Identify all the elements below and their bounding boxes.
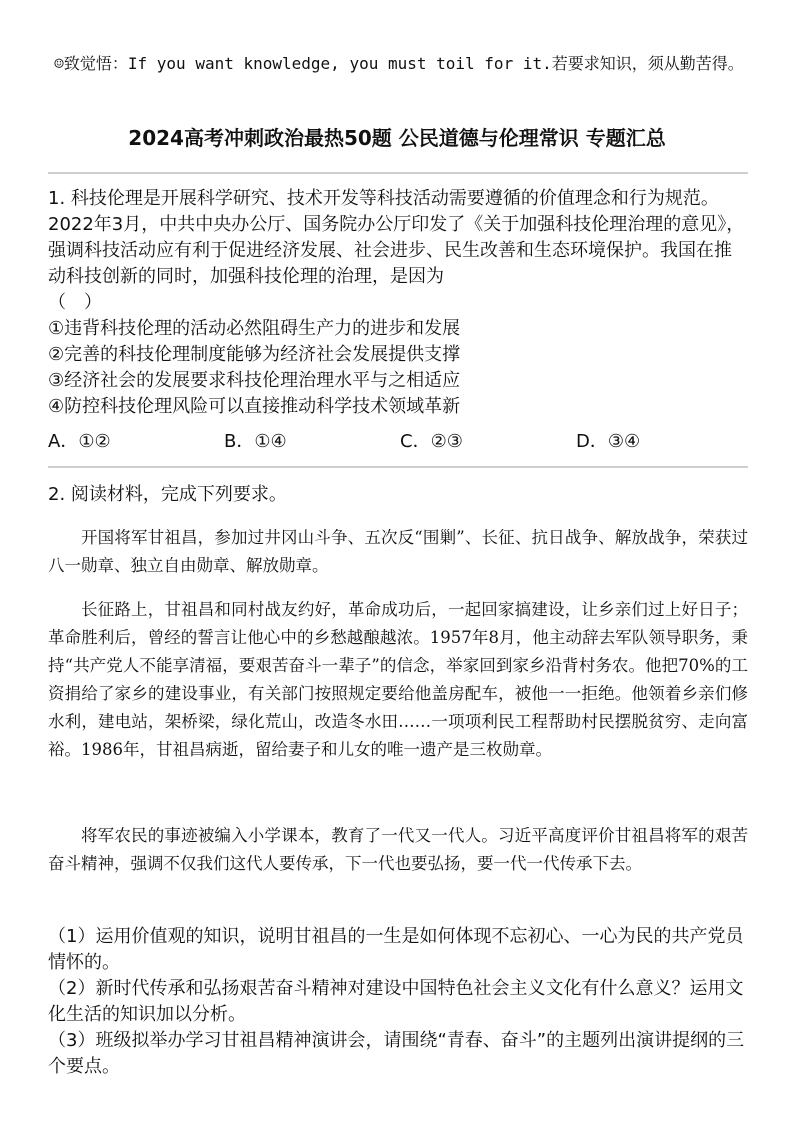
divider-top xyxy=(48,172,748,174)
option-c: C．②③ xyxy=(400,431,463,452)
material-paragraph-2: 长征路上，甘祖昌和同村战友约好，革命成功后，一起回家搞建设，让乡亲们过上好日子；革命胜利后，曾经的誓言让他心中的乡愁越酿越浓。1957年8月，他主动辞去军队领导职务，秉持“共产党人不能享清福，要艰苦奋斗一辈子”的信念，举家回到家乡沿背村务农。他把70%的工资捐给了家乡的建设事业，有关部门按照规定要给他盖房配车，被他一一拒绝。他领着乡亲们修水利，建电站，架桥梁，绿化荒山，改造冬水田……一项项利民工程帮助村民摆脱贫穷、走向富裕。1986年，甘祖昌病逝，留给妻子和儿女的唯一遗产是三枚勋章。 xyxy=(48,600,748,759)
option-a: A．①② xyxy=(48,431,111,452)
question-2-stem: 2. 阅读材料，完成下列要求。 xyxy=(48,484,287,505)
question-1-blank: （ ） xyxy=(48,292,102,313)
question-1 xyxy=(48,186,748,420)
page-title: 2024高考冲刺政治最热50题 公民道德与伦理常识 专题汇总 xyxy=(128,126,666,150)
option-b: B．①④ xyxy=(224,431,287,452)
divider-middle xyxy=(48,466,748,468)
question-1-options xyxy=(48,428,748,456)
subquestions xyxy=(48,924,748,1080)
option-d: D．③④ xyxy=(576,431,641,452)
statement-3: ③经济社会的发展要求科技伦理治理水平与之相适应 xyxy=(48,370,461,391)
subquestion-1: （1）运用价值观的知识，说明甘祖昌的一生是如何体现不忘初心、一心为民的共产党员情怀的。 xyxy=(48,926,744,973)
statement-1: ①违背科技伦理的活动必然阻碍生产力的进步和发展 xyxy=(48,318,461,339)
subquestion-3: （3）班级拟举办学习甘祖昌精神演讲会，请围绕“青春、奋斗”的主题列出演讲提纲的三个要点。 xyxy=(48,1030,745,1077)
material-paragraph-1: 开国将军甘祖昌，参加过井冈山斗争、五次反“围剿”、长征、抗日战争、解放战争，荣获过八一勋章、独立自由勋章、解放勋章。 xyxy=(48,528,748,575)
question-1-stem: 1. 科技伦理是开展科学研究、技术开发等科技活动需要遵循的价值理念和行为规范。2022年3月，中共中央办公厅、国务院办公厅印发了《关于加强科技伦理治理的意见》，强调科技活动应有利于促进经济发展、社会进步、民生改善和生态环境保护。我国在推动科技创新的同时，加强科技伦理的治理，是因为 xyxy=(48,188,745,287)
statement-4: ④防控科技伦理风险可以直接推动科学技术领域革新 xyxy=(48,396,461,417)
motto-line: ☺致觉悟：If you want knowledge, you must toil for it.若要求知识，须从勤苦得。 xyxy=(54,54,744,73)
statement-2: ②完善的科技伦理制度能够为经济社会发展提供支撑 xyxy=(48,344,461,365)
material-paragraph-3: 将军农民的事迹被编入小学课本，教育了一代又一代人。习近平高度评价甘祖昌将军的艰苦奋斗精神，强调不仅我们这代人要传承，下一代也要弘扬，要一代一代传承下去。 xyxy=(48,826,748,873)
subquestion-2: （2）新时代传承和弘扬艰苦奋斗精神对建设中国特色社会主义文化有什么意义？运用文化生活的知识加以分析。 xyxy=(48,978,744,1025)
